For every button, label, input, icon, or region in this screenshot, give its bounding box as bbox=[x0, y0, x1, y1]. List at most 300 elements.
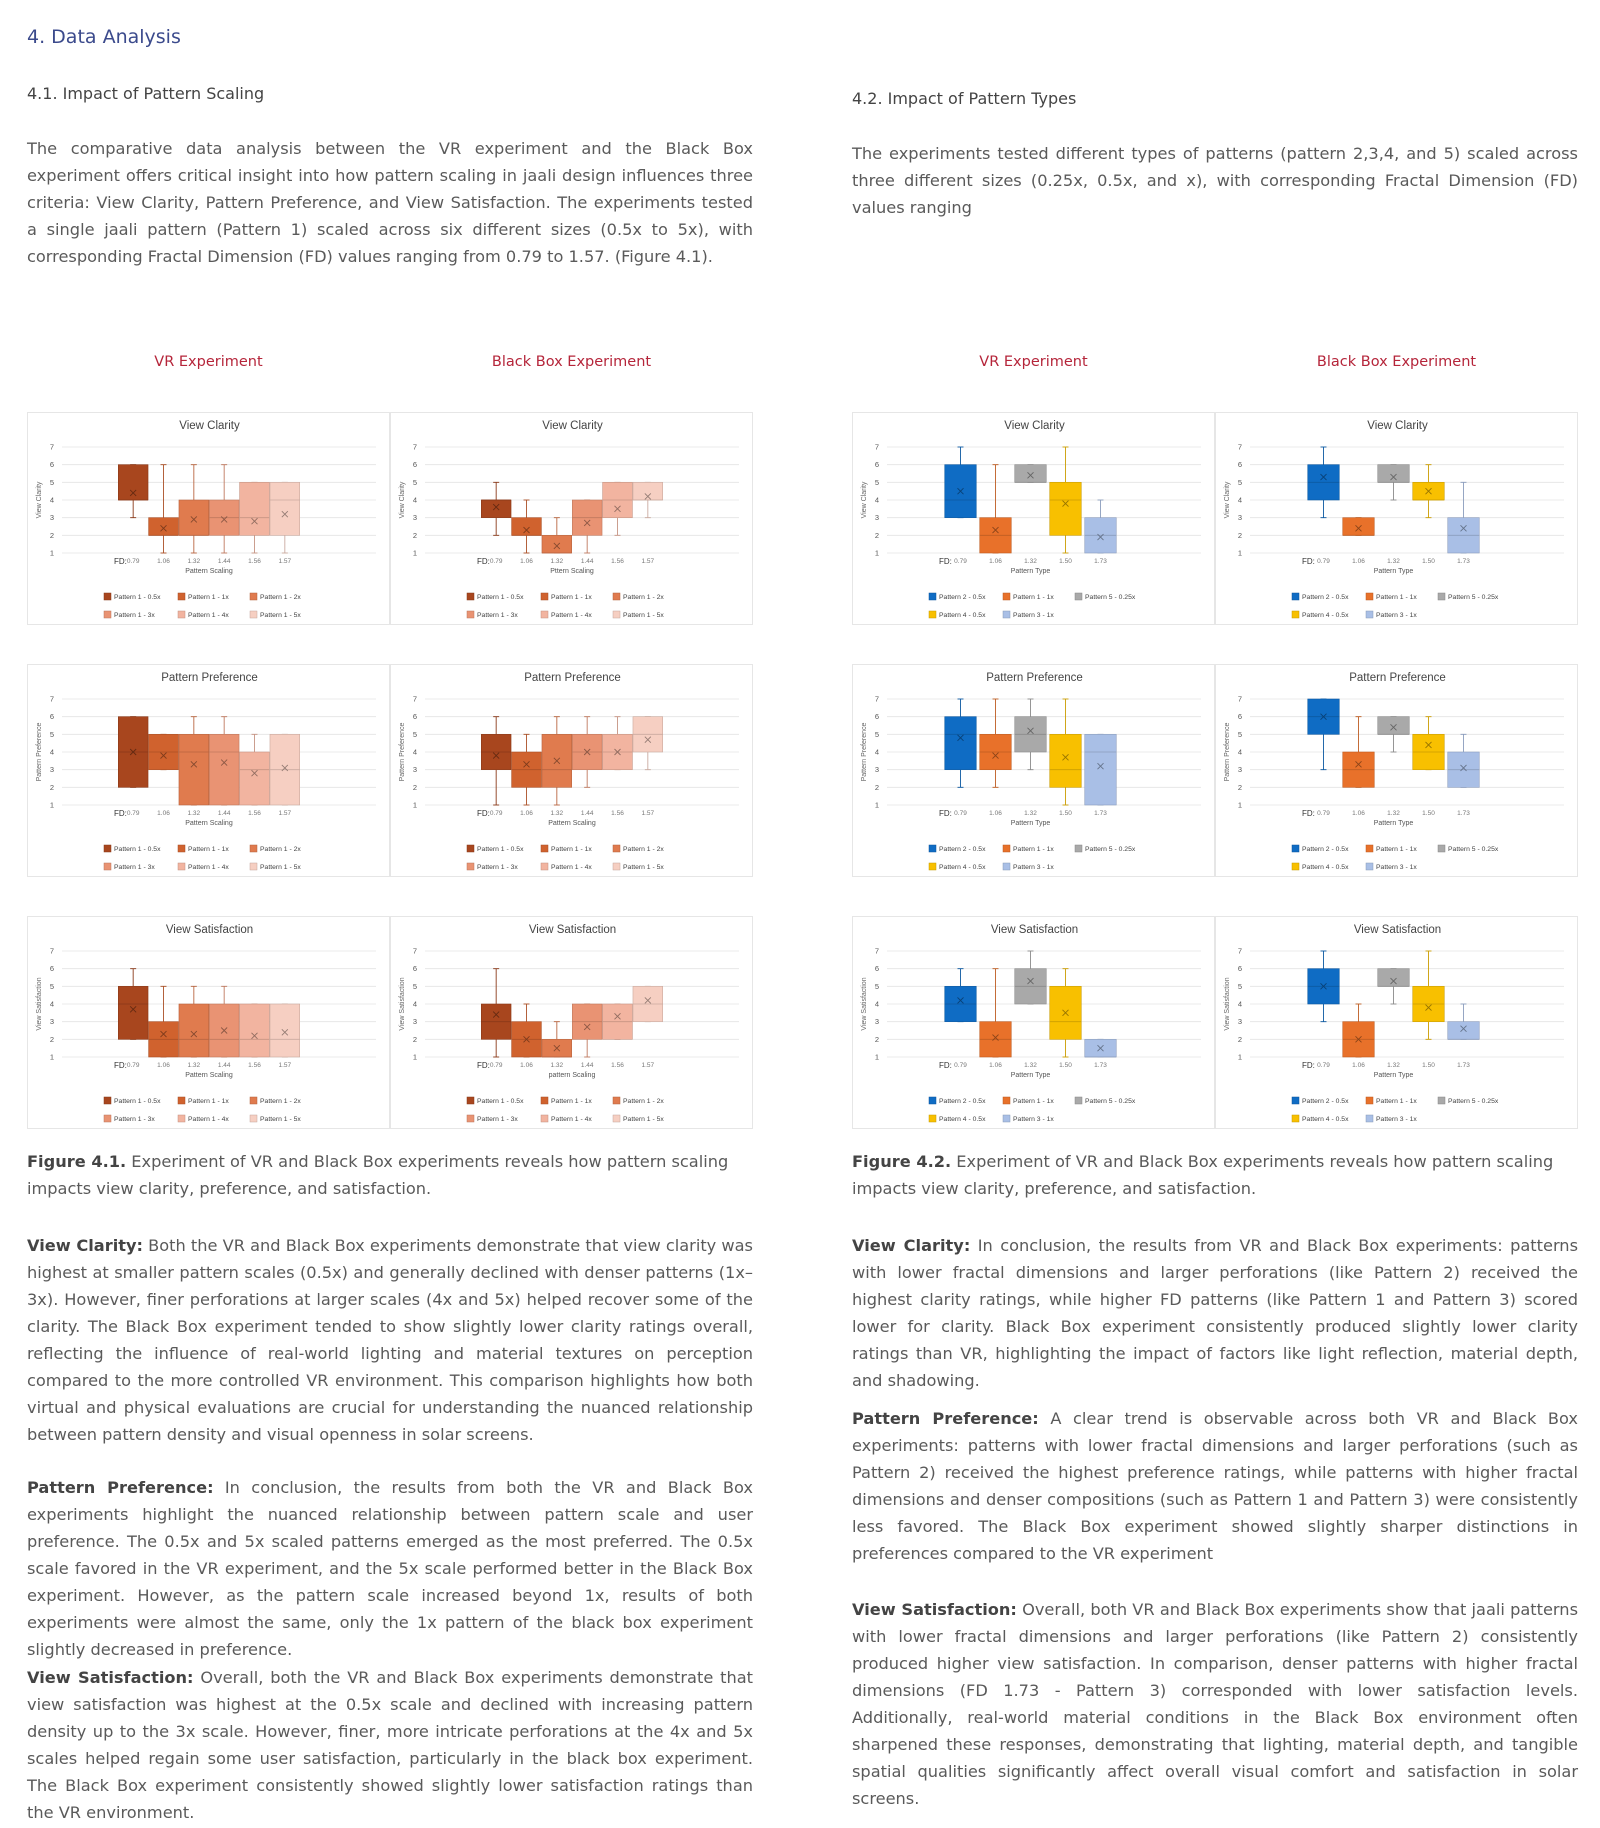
fd-tick-label: 1.06 bbox=[1352, 558, 1365, 565]
legend-label: Pattern 5 - 0.25x bbox=[1448, 1098, 1499, 1105]
legend-swatch bbox=[467, 1097, 474, 1104]
chart-title: Pattern Preference bbox=[1349, 672, 1446, 684]
chart-panel bbox=[1215, 664, 1578, 877]
legend-swatch bbox=[1366, 611, 1373, 618]
fd-tick-label: 0.79 bbox=[1317, 1062, 1330, 1069]
legend-swatch bbox=[1438, 845, 1445, 852]
fd-tick-label: 1.32 bbox=[550, 558, 564, 565]
legend-label: Pattern 4 - 0.5x bbox=[1302, 1116, 1349, 1123]
legend-label: Pattern 1 - 2x bbox=[623, 594, 664, 601]
y-tick-label: 1 bbox=[874, 1052, 879, 1062]
finding-text: A clear trend is observable across both VR and Black Box experiments: patterns with lower fractal dimensions and larger perforations (such as Pattern 2) received the highest preference ratings, while patterns with higher fractal dimensions and denser compositions (such as Pattern 1 and Pattern 3) were consistently less favored. The Black Box experiment showed slightly sharper distinctions in preferences compared to the VR experiment bbox=[852, 1409, 1578, 1563]
legend-label: Pattern 1 - 4x bbox=[188, 612, 229, 619]
y-tick-label: 3 bbox=[49, 513, 54, 523]
box-plot bbox=[28, 413, 391, 626]
y-tick-label: 3 bbox=[1237, 765, 1242, 775]
y-tick-label: 1 bbox=[1237, 1052, 1242, 1062]
legend-label: Pattern 1 - 1x bbox=[551, 594, 592, 601]
legend-label: Pattern 5 - 0.25x bbox=[1448, 594, 1499, 601]
legend-swatch bbox=[250, 611, 257, 618]
fd-tick-label: 0.79 bbox=[126, 810, 140, 817]
fd-tick-label: 1.06 bbox=[157, 1062, 170, 1069]
x-axis-label: Pattern Scaling bbox=[185, 1072, 233, 1079]
finding-view-satisfaction bbox=[852, 1596, 1578, 1812]
y-tick-label: 4 bbox=[874, 999, 879, 1009]
fd-tick-label: 1.32 bbox=[1387, 810, 1400, 817]
legend-label: Pattern 1 - 1x bbox=[1376, 846, 1417, 853]
legend-label: Pattern 2 - 0.5x bbox=[939, 846, 986, 853]
y-tick-label: 2 bbox=[412, 1034, 417, 1044]
fd-tick-label: 0.79 bbox=[954, 1062, 967, 1069]
legend-label: Pattern 1 - 1x bbox=[188, 846, 229, 853]
fd-tick-label: 1.32 bbox=[1024, 810, 1037, 817]
box bbox=[512, 518, 542, 536]
fd-tick-label: 1.06 bbox=[520, 558, 533, 565]
box-plot bbox=[28, 665, 391, 878]
y-tick-label: 7 bbox=[874, 694, 879, 704]
y-tick-label: 7 bbox=[1237, 946, 1242, 956]
legend-label: Pattern 1 - 0.5x bbox=[114, 594, 161, 601]
finding-view-satisfaction bbox=[27, 1664, 753, 1826]
legend-label: Pattern 1 - 4x bbox=[188, 1116, 229, 1123]
legend-swatch bbox=[467, 1115, 474, 1122]
y-tick-label: 1 bbox=[412, 800, 417, 810]
legend-label: Pattern 1 - 2x bbox=[260, 1098, 301, 1105]
fd-tick-label: 1.56 bbox=[611, 1062, 624, 1069]
fd-tick-label: 1.73 bbox=[1094, 810, 1107, 817]
legend-label: Pattern 1 - 3x bbox=[477, 864, 518, 871]
fd-label: FD: bbox=[477, 809, 490, 818]
legend-label: Pattern 1 - 5x bbox=[260, 864, 301, 871]
legend-swatch bbox=[1292, 1115, 1299, 1122]
box-plot bbox=[391, 665, 754, 878]
x-axis-label: Pattern Type bbox=[1010, 820, 1051, 827]
fd-label: FD: bbox=[939, 1061, 952, 1070]
finding-text: Both the VR and Black Box experiments demonstrate that view clarity was highest at smaller pattern scales (0.5x) and generally declined with denser patterns (1x–3x). However, finer perforations at larger scales (4x and 5x) helped recover some of the clarity. The Black Box experiment tended to show slightly lower clarity ratings overall, reflecting the influence of real-world lighting and material textures on perception compared to the more controlled VR environment. This comparison highlights how both virtual and physical evaluations are crucial for understanding the nuanced relationship between pattern density and visual openness in solar screens. bbox=[27, 1236, 753, 1444]
x-axis-label: Pattern Type bbox=[1010, 568, 1051, 575]
chart-title: Pattern Preference bbox=[161, 672, 258, 684]
y-tick-label: 6 bbox=[49, 460, 54, 470]
legend-swatch bbox=[1075, 1097, 1082, 1104]
legend-swatch bbox=[929, 1115, 936, 1122]
fd-tick-label: 1.57 bbox=[641, 1062, 655, 1069]
y-tick-label: 4 bbox=[49, 999, 54, 1009]
y-tick-label: 2 bbox=[49, 1034, 54, 1044]
y-tick-label: 7 bbox=[874, 442, 879, 452]
legend-label: Pattern 5 - 0.25x bbox=[1085, 1098, 1136, 1105]
box bbox=[1085, 734, 1117, 805]
fd-tick-label: 1.32 bbox=[187, 558, 201, 565]
y-tick-label: 3 bbox=[874, 1017, 879, 1027]
legend-label: Pattern 1 - 1x bbox=[1376, 594, 1417, 601]
fd-tick-label: 1.32 bbox=[550, 810, 564, 817]
y-tick-label: 1 bbox=[412, 1052, 417, 1062]
finding-pattern-preference bbox=[27, 1474, 753, 1663]
box bbox=[179, 500, 209, 535]
legend-swatch bbox=[104, 611, 111, 618]
y-tick-label: 2 bbox=[1237, 530, 1242, 540]
fd-tick-label: 1.57 bbox=[641, 810, 655, 817]
y-tick-label: 1 bbox=[1237, 800, 1242, 810]
legend-swatch bbox=[613, 1115, 620, 1122]
y-tick-label: 6 bbox=[1237, 712, 1242, 722]
y-tick-label: 4 bbox=[49, 747, 54, 757]
legend-label: Pattern 1 - 5x bbox=[260, 612, 301, 619]
fd-tick-label: 1.50 bbox=[1422, 558, 1435, 565]
left-intro: The comparative data analysis between the VR experiment and the Black Box experiment offers critical insight into how pattern scaling in jaali design influences three criteria: View Clarity, Pattern Preference, and View Satisfaction. The experiments tested a single jaali pattern (Pattern 1) scaled across six different sizes (0.5x to 5x), with corresponding Fractal Dimension (FD) values ranging from 0.79 to 1.57. (Figure 4.1). bbox=[27, 139, 753, 266]
box bbox=[1343, 518, 1375, 536]
legend-label: Pattern 1 - 1x bbox=[551, 846, 592, 853]
legend-swatch bbox=[104, 863, 111, 870]
box bbox=[633, 482, 663, 500]
legend-label: Pattern 1 - 3x bbox=[477, 1116, 518, 1123]
fd-tick-label: 1.32 bbox=[1024, 1062, 1037, 1069]
y-tick-label: 2 bbox=[874, 782, 879, 792]
fd-tick-label: 1.06 bbox=[157, 810, 170, 817]
finding-label: View Satisfaction: bbox=[852, 1600, 1017, 1619]
legend-label: Pattern 1 - 2x bbox=[260, 594, 301, 601]
legend-swatch bbox=[104, 1115, 111, 1122]
legend-swatch bbox=[178, 611, 185, 618]
fd-label: FD: bbox=[114, 557, 127, 566]
y-tick-label: 1 bbox=[874, 800, 879, 810]
finding-pattern-preference bbox=[852, 1405, 1578, 1567]
right-bb-label: Black Box Experiment bbox=[1316, 354, 1477, 370]
legend-label: Pattern 1 - 0.5x bbox=[114, 1098, 161, 1105]
fd-tick-label: 1.50 bbox=[1059, 558, 1072, 565]
finding-label: View Clarity: bbox=[27, 1236, 144, 1255]
y-tick-label: 5 bbox=[1237, 729, 1242, 739]
fd-tick-label: 1.57 bbox=[641, 558, 655, 565]
legend-swatch bbox=[541, 1097, 548, 1104]
caption-text: Experiment of VR and Black Box experiments reveals how pattern scaling impacts view clarity, preference, and satisfaction. bbox=[852, 1152, 1554, 1198]
fd-tick-label: 1.32 bbox=[1387, 558, 1400, 565]
finding-text: In conclusion, the results from VR and Black Box experiments: patterns with lower fractal dimensions and larger perforations (like Pattern 2) received the highest clarity ratings, while higher FD patterns (like Pattern 1 and Pattern 3) scored lower for clarity. Black Box experiment consistently produced slightly lower clarity ratings than VR, highlighting the impact of factors like light reflection, material depth, and shadowing. bbox=[852, 1236, 1579, 1390]
legend-swatch bbox=[1366, 863, 1373, 870]
y-axis-label: Pattern Preference bbox=[1224, 722, 1231, 782]
legend-swatch bbox=[1003, 611, 1010, 618]
fd-tick-label: 0.79 bbox=[489, 1062, 503, 1069]
legend-label: Pattern 1 - 1x bbox=[1013, 1098, 1054, 1105]
fd-tick-label: 0.79 bbox=[126, 1062, 140, 1069]
legend-label: Pattern 1 - 0.5x bbox=[477, 594, 524, 601]
finding-text: Overall, both the VR and Black Box experiments demonstrate that view satisfaction was highest at the 0.5x scale and declined with increasing pattern density up to the 3x scale. However, finer, more intricate perforations at the 4x and 5x scales helped regain some user satisfaction, particularly in the black box experiment. The Black Box experiment consistently showed slightly lower satisfaction ratings than the VR environment. bbox=[27, 1668, 753, 1822]
finding-view-clarity bbox=[852, 1232, 1578, 1394]
legend-label: Pattern 1 - 1x bbox=[1013, 846, 1054, 853]
legend-swatch bbox=[613, 863, 620, 870]
y-tick-label: 1 bbox=[874, 548, 879, 558]
fd-tick-label: 0.79 bbox=[1317, 810, 1330, 817]
legend-swatch bbox=[250, 593, 257, 600]
chart-panel bbox=[852, 664, 1215, 877]
y-tick-label: 7 bbox=[49, 694, 54, 704]
y-tick-label: 5 bbox=[1237, 477, 1242, 487]
fd-tick-label: 1.06 bbox=[1352, 810, 1365, 817]
y-axis-label: View Satisfaction bbox=[36, 977, 43, 1031]
fd-tick-label: 1.32 bbox=[550, 1062, 564, 1069]
chart-title: View Clarity bbox=[1367, 420, 1428, 432]
fd-tick-label: 1.56 bbox=[611, 810, 624, 817]
fd-tick-label: 0.79 bbox=[489, 810, 503, 817]
legend-label: Pattern 4 - 0.5x bbox=[939, 1116, 986, 1123]
legend-label: Pattern 2 - 0.5x bbox=[939, 594, 986, 601]
y-tick-label: 7 bbox=[412, 946, 417, 956]
caption-text: Experiment of VR and Black Box experiments reveals how pattern scaling impacts view clarity, preference, and satisfaction. bbox=[27, 1152, 729, 1198]
fd-tick-label: 1.06 bbox=[989, 1062, 1002, 1069]
chart-panel bbox=[390, 664, 753, 877]
y-tick-label: 3 bbox=[412, 513, 417, 523]
left-bb-label: Black Box Experiment bbox=[491, 354, 652, 370]
legend-swatch bbox=[613, 1097, 620, 1104]
y-tick-label: 3 bbox=[1237, 513, 1242, 523]
y-tick-label: 5 bbox=[412, 729, 417, 739]
fd-tick-label: 1.32 bbox=[187, 1062, 201, 1069]
fd-tick-label: 1.50 bbox=[1422, 810, 1435, 817]
y-axis-label: View Satisfaction bbox=[1224, 977, 1231, 1031]
fd-tick-label: 1.50 bbox=[1059, 810, 1072, 817]
legend-label: Pattern 4 - 0.5x bbox=[939, 612, 986, 619]
fd-tick-label: 1.44 bbox=[580, 558, 594, 565]
y-axis-label: View Clarity bbox=[1224, 481, 1231, 519]
chart-title: View Clarity bbox=[1004, 420, 1065, 432]
box-plot bbox=[853, 413, 1216, 626]
y-tick-label: 4 bbox=[412, 999, 417, 1009]
y-tick-label: 1 bbox=[49, 800, 54, 810]
legend-swatch bbox=[467, 593, 474, 600]
fd-tick-label: 1.57 bbox=[278, 810, 292, 817]
y-tick-label: 6 bbox=[412, 712, 417, 722]
legend-label: Pattern 1 - 1x bbox=[551, 1098, 592, 1105]
chart-panel bbox=[390, 412, 753, 625]
y-tick-label: 1 bbox=[412, 548, 417, 558]
legend-label: Pattern 1 - 5x bbox=[623, 612, 664, 619]
legend-label: Pattern 2 - 0.5x bbox=[1302, 846, 1349, 853]
legend-label: Pattern 3 - 1x bbox=[1376, 612, 1417, 619]
box bbox=[1378, 465, 1410, 483]
legend-label: Pattern 1 - 0.5x bbox=[477, 1098, 524, 1105]
fd-tick-label: 1.44 bbox=[217, 1062, 231, 1069]
box bbox=[1378, 717, 1410, 735]
y-tick-label: 2 bbox=[49, 782, 54, 792]
legend-label: Pattern 5 - 0.25x bbox=[1085, 846, 1136, 853]
finding-label: Pattern Preference: bbox=[27, 1478, 214, 1497]
legend-label: Pattern 2 - 0.5x bbox=[939, 1098, 986, 1105]
legend-swatch bbox=[541, 863, 548, 870]
finding-label: View Satisfaction: bbox=[27, 1668, 194, 1687]
fd-tick-label: 1.56 bbox=[248, 558, 261, 565]
legend-swatch bbox=[1366, 845, 1373, 852]
y-tick-label: 4 bbox=[49, 495, 54, 505]
x-axis-label: Pattern Type bbox=[1010, 1072, 1051, 1079]
y-tick-label: 6 bbox=[1237, 964, 1242, 974]
legend-swatch bbox=[1003, 863, 1010, 870]
legend-label: Pattern 1 - 5x bbox=[623, 1116, 664, 1123]
fd-tick-label: 1.73 bbox=[1094, 558, 1107, 565]
legend-label: Pattern 3 - 1x bbox=[1376, 1116, 1417, 1123]
legend-swatch bbox=[613, 611, 620, 618]
y-tick-label: 6 bbox=[49, 712, 54, 722]
y-tick-label: 3 bbox=[49, 765, 54, 775]
legend-swatch bbox=[929, 593, 936, 600]
legend-swatch bbox=[250, 1115, 257, 1122]
y-tick-label: 2 bbox=[1237, 1034, 1242, 1044]
legend-swatch bbox=[1003, 1115, 1010, 1122]
fd-tick-label: 1.06 bbox=[1352, 1062, 1365, 1069]
y-tick-label: 1 bbox=[49, 1052, 54, 1062]
y-tick-label: 5 bbox=[874, 981, 879, 991]
legend-label: Pattern 1 - 4x bbox=[551, 612, 592, 619]
y-tick-label: 2 bbox=[49, 530, 54, 540]
legend-label: Pattern 1 - 4x bbox=[188, 864, 229, 871]
box bbox=[481, 500, 511, 518]
chart-title: View Satisfaction bbox=[165, 924, 254, 936]
legend-swatch bbox=[178, 845, 185, 852]
chart-title: View Clarity bbox=[179, 420, 240, 432]
y-tick-label: 3 bbox=[412, 765, 417, 775]
box bbox=[240, 1004, 270, 1057]
box bbox=[209, 734, 239, 805]
y-axis-label: View Clarity bbox=[36, 481, 43, 519]
fd-tick-label: 0.79 bbox=[126, 558, 140, 565]
y-tick-label: 3 bbox=[874, 765, 879, 775]
fd-tick-label: 1.73 bbox=[1457, 1062, 1470, 1069]
fd-label: FD: bbox=[477, 1061, 490, 1070]
chart-panel bbox=[27, 412, 390, 625]
legend-swatch bbox=[1366, 1115, 1373, 1122]
x-axis-label: Pattern Scaling bbox=[548, 820, 596, 827]
caption-label: Figure 4.1. bbox=[27, 1152, 127, 1171]
y-tick-label: 5 bbox=[874, 477, 879, 487]
chart-title: Pattern Preference bbox=[524, 672, 621, 684]
fd-tick-label: 1.73 bbox=[1457, 810, 1470, 817]
legend-swatch bbox=[613, 845, 620, 852]
y-tick-label: 1 bbox=[49, 548, 54, 558]
fd-tick-label: 1.50 bbox=[1422, 1062, 1435, 1069]
fd-label: FD: bbox=[114, 809, 127, 818]
legend-label: Pattern 1 - 3x bbox=[114, 1116, 155, 1123]
fd-tick-label: 1.57 bbox=[278, 558, 292, 565]
legend-label: Pattern 5 - 0.25x bbox=[1085, 594, 1136, 601]
legend-label: Pattern 1 - 2x bbox=[623, 846, 664, 853]
box-plot bbox=[853, 917, 1216, 1130]
legend-swatch bbox=[250, 845, 257, 852]
fd-tick-label: 0.79 bbox=[954, 810, 967, 817]
x-axis-label: pattern Scaling bbox=[548, 1072, 596, 1079]
legend-label: Pattern 4 - 0.5x bbox=[939, 864, 986, 871]
fd-label: FD: bbox=[477, 557, 490, 566]
y-axis-label: Pattern Preference bbox=[861, 722, 868, 782]
x-axis-label: Pattern Scaling bbox=[185, 820, 233, 827]
chart-panel bbox=[27, 664, 390, 877]
legend-swatch bbox=[178, 593, 185, 600]
y-tick-label: 3 bbox=[412, 1017, 417, 1027]
box bbox=[118, 465, 148, 500]
y-tick-label: 6 bbox=[874, 964, 879, 974]
legend-swatch bbox=[541, 611, 548, 618]
box bbox=[240, 752, 270, 805]
box bbox=[270, 1004, 300, 1057]
caption-label: Figure 4.2. bbox=[852, 1152, 952, 1171]
legend-swatch bbox=[1292, 1097, 1299, 1104]
box-plot bbox=[853, 665, 1216, 878]
legend-swatch bbox=[104, 593, 111, 600]
y-tick-label: 6 bbox=[49, 964, 54, 974]
y-tick-label: 5 bbox=[49, 477, 54, 487]
legend-swatch bbox=[1438, 1097, 1445, 1104]
y-tick-label: 7 bbox=[49, 442, 54, 452]
legend-swatch bbox=[1003, 1097, 1010, 1104]
box-plot bbox=[1216, 917, 1579, 1130]
legend-swatch bbox=[1292, 611, 1299, 618]
fd-tick-label: 1.32 bbox=[1387, 1062, 1400, 1069]
x-axis-label: Pattern Type bbox=[1373, 568, 1414, 575]
fd-tick-label: 1.44 bbox=[217, 810, 231, 817]
y-tick-label: 4 bbox=[1237, 999, 1242, 1009]
chart-title: Pattern Preference bbox=[986, 672, 1083, 684]
legend-swatch bbox=[467, 845, 474, 852]
legend-swatch bbox=[1075, 845, 1082, 852]
fd-tick-label: 1.32 bbox=[1024, 558, 1037, 565]
fd-tick-label: 1.56 bbox=[611, 558, 624, 565]
figure-caption-4-2 bbox=[852, 1148, 1578, 1202]
finding-label: Pattern Preference: bbox=[852, 1409, 1039, 1428]
legend-swatch bbox=[250, 863, 257, 870]
legend-label: Pattern 1 - 3x bbox=[477, 612, 518, 619]
box-plot bbox=[1216, 665, 1579, 878]
legend-swatch bbox=[178, 1097, 185, 1104]
legend-swatch bbox=[250, 1097, 257, 1104]
finding-text: In conclusion, the results from both the VR and Black Box experiments highlight the nuanced relationship between pattern scale and user preference. The 0.5x and 5x scaled patterns emerged as the most preferred. The 0.5x scale favored in the VR experiment, and the 5x scale performed better in the Black Box experiment. However, as the pattern scale increased beyond 1x, results of both experiments were almost the same, only the 1x pattern of the black box experiment slightly decreased in preference. bbox=[27, 1478, 753, 1659]
legend-label: Pattern 1 - 3x bbox=[114, 612, 155, 619]
x-axis-label: Pattern Scaling bbox=[185, 568, 233, 575]
y-tick-label: 6 bbox=[874, 460, 879, 470]
fd-tick-label: 1.06 bbox=[520, 810, 533, 817]
legend-label: Pattern 1 - 1x bbox=[188, 1098, 229, 1105]
y-tick-label: 7 bbox=[1237, 694, 1242, 704]
chart-title: View Satisfaction bbox=[990, 924, 1079, 936]
legend-label: Pattern 1 - 4x bbox=[551, 864, 592, 871]
legend-label: Pattern 1 - 1x bbox=[188, 594, 229, 601]
chart-panel bbox=[390, 916, 753, 1129]
y-axis-label: Pattern Preference bbox=[399, 722, 406, 782]
y-axis-label: Pattern Preference bbox=[36, 722, 43, 782]
x-axis-label: Pattern Type bbox=[1373, 820, 1414, 827]
legend-label: Pattern 1 - 5x bbox=[623, 864, 664, 871]
y-tick-label: 4 bbox=[412, 495, 417, 505]
legend-label: Pattern 3 - 1x bbox=[1013, 612, 1054, 619]
box bbox=[149, 518, 179, 536]
y-tick-label: 2 bbox=[874, 1034, 879, 1044]
fd-tick-label: 1.73 bbox=[1094, 1062, 1107, 1069]
section-title: 4. Data Analysis bbox=[27, 26, 181, 48]
y-tick-label: 2 bbox=[412, 782, 417, 792]
legend-swatch bbox=[929, 863, 936, 870]
legend-swatch bbox=[1292, 845, 1299, 852]
y-axis-label: View Clarity bbox=[399, 481, 406, 519]
fd-tick-label: 1.06 bbox=[989, 810, 1002, 817]
box bbox=[270, 482, 300, 535]
legend-label: Pattern 2 - 0.5x bbox=[1302, 594, 1349, 601]
legend-label: Pattern 1 - 0.5x bbox=[477, 846, 524, 853]
legend-swatch bbox=[541, 1115, 548, 1122]
fd-tick-label: 1.06 bbox=[989, 558, 1002, 565]
legend-label: Pattern 1 - 1x bbox=[1376, 1098, 1417, 1105]
legend-swatch bbox=[613, 593, 620, 600]
chart-panel bbox=[1215, 916, 1578, 1129]
fd-tick-label: 0.79 bbox=[489, 558, 503, 565]
y-tick-label: 6 bbox=[412, 460, 417, 470]
y-tick-label: 3 bbox=[49, 1017, 54, 1027]
